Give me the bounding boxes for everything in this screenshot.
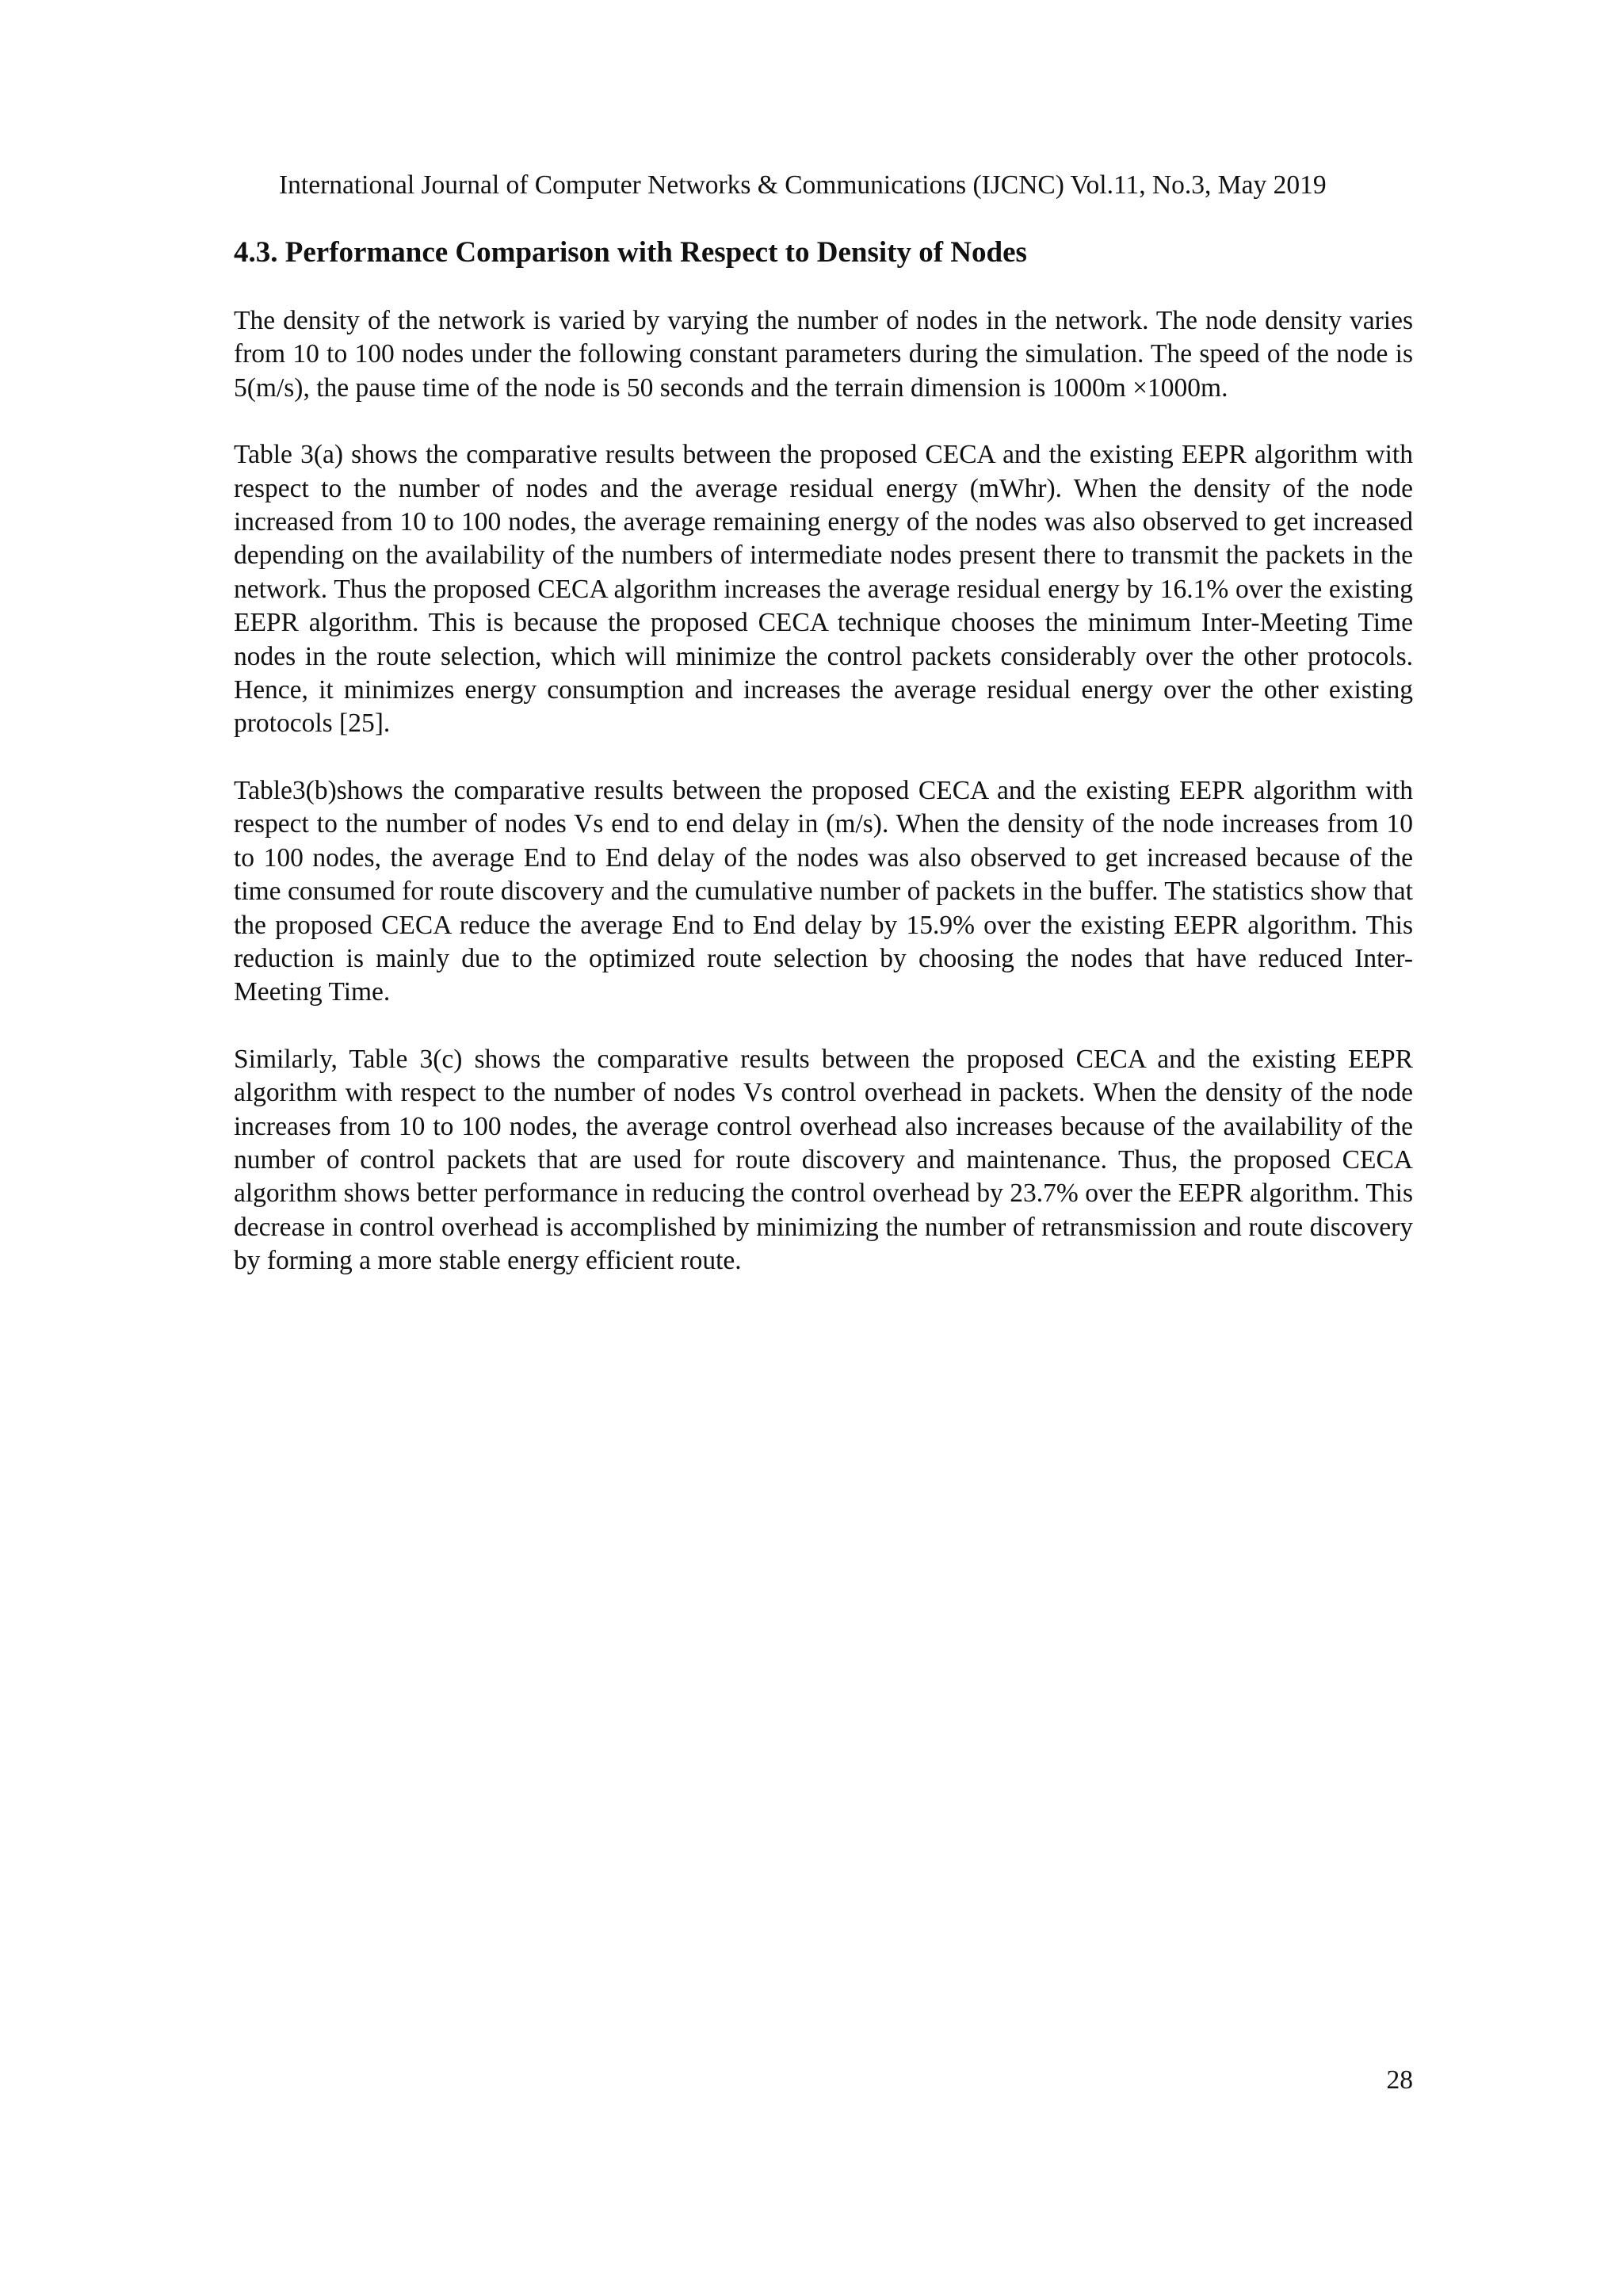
paragraph-control-overhead: Similarly, Table 3(c) shows the comparative results between the proposed CECA and the existing EEPR algorithm with respect to the number of nodes Vs control overhead in packets. When the density of the node increases from 10 to 100 nodes, the average control overhead also increases because of the availability of the number of control packets that are used for route discovery and maintenance. Thus, the proposed CECA algorithm shows better performance in reducing the control overhead by 23.7% over the EEPR algorithm. This decrease in control overhead is accomplished by minimizing the number of retransmission and route discovery by forming a more stable energy efficient route.: [234, 1044, 1413, 1276]
journal-running-header: International Journal of Computer Networks & Communications (IJCNC) Vol.11, No.3, May 2019: [279, 170, 1327, 200]
section-body: [234, 304, 1413, 1312]
paragraph-node-density-setup: The density of the network is varied by varying the number of nodes in the network. The node density varies from 10 to 100 nodes under the following constant parameters during the simulation. The speed of the node is 5(m/s), the pause time of the node is 50 seconds and the terrain dimension is 1000m ×1000m.: [234, 306, 1413, 403]
section-heading: 4.3. Performance Comparison with Respect to Density of Nodes: [234, 236, 1027, 269]
page-number: 28: [1386, 2065, 1413, 2095]
paragraph-residual-energy: Table 3(a) shows the comparative results between the proposed CECA and the existing EEPR algorithm with respect to the number of nodes and the average residual energy (mWhr). When the density of the node increased from 10 to 100 nodes, the average remaining energy of the nodes was also observed to get increased depending on the availability of the numbers of intermediate nodes present there to transmit the packets in the network. Thus the proposed CECA algorithm increases the average residual energy by 16.1% over the existing EEPR algorithm. This is because the proposed CECA technique chooses the minimum Inter-Meeting Time nodes in the route selection, which will minimize the control packets considerably over the other protocols. Hence, it minimizes energy consumption and increases the average residual energy over the other existing protocols [25].: [234, 440, 1413, 739]
paragraph-end-to-end-delay: Table3(b)shows the comparative results between the proposed CECA and the existing EEPR algorithm with respect to the number of nodes Vs end to end delay in (m/s). When the density of the node increases from 10 to 100 nodes, the average End to End delay of the nodes was also observed to get increased because of the time consumed for route discovery and the cumulative number of packets in the buffer. The statistics show that the proposed CECA reduce the average End to End delay by 15.9% over the existing EEPR algorithm. This reduction is mainly due to the optimized route selection by choosing the nodes that have reduced Inter-Meeting Time.: [234, 775, 1413, 1007]
